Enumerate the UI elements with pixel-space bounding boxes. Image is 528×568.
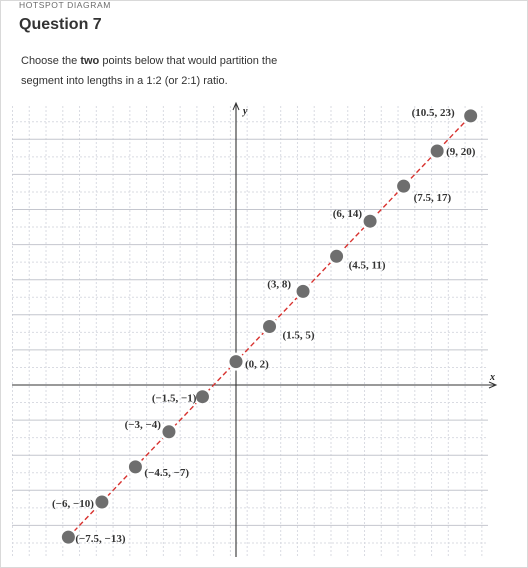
coordinate-axes bbox=[12, 103, 496, 557]
hotspot-dot bbox=[162, 425, 175, 438]
hotspot-dot bbox=[230, 355, 243, 368]
hotspot-points bbox=[52, 107, 480, 546]
hotspot-label: (−3, −4) bbox=[124, 418, 161, 431]
hotspot-dot bbox=[364, 215, 377, 228]
hotspot-label: (4.5, 11) bbox=[348, 259, 386, 272]
hotspot-label: (−6, −10) bbox=[52, 498, 94, 510]
hotspot-point[interactable] bbox=[59, 528, 125, 546]
question-title: Question 7 bbox=[19, 16, 102, 33]
hotspot-dot bbox=[297, 285, 310, 298]
hotspot-label: (3, 8) bbox=[267, 278, 292, 291]
hotspot-dot bbox=[464, 109, 477, 122]
hotspot-graph bbox=[0, 100, 528, 568]
y-axis-label: y bbox=[243, 106, 248, 117]
hotspot-label: (−7.5, −13) bbox=[75, 533, 126, 546]
prompt-text-after: points below that would partition the segment into lengths in a 1:2 (or 2:1) ratio. bbox=[21, 55, 278, 87]
hotspot-point[interactable] bbox=[261, 318, 315, 342]
hotspot-label: (6, 14) bbox=[332, 208, 363, 221]
hotspot-point[interactable] bbox=[126, 458, 189, 479]
hotspot-point[interactable] bbox=[52, 493, 111, 511]
hotspot-point[interactable] bbox=[428, 142, 476, 160]
hotspot-dot bbox=[330, 250, 343, 263]
hotspot-dot bbox=[129, 460, 142, 473]
hotspot-dot bbox=[62, 531, 75, 544]
question-prompt bbox=[21, 51, 321, 91]
hotspot-label: (−1.5, −1) bbox=[151, 392, 197, 405]
hotspot-point[interactable] bbox=[152, 388, 212, 406]
hotspot-dot bbox=[431, 145, 444, 158]
question-type-badge: HOTSPOT DIAGRAM bbox=[19, 0, 111, 10]
hotspot-point[interactable] bbox=[395, 177, 452, 204]
hotspot-label: (0, 2) bbox=[245, 358, 269, 371]
prompt-text-emphasis: two bbox=[80, 55, 100, 67]
hotspot-point[interactable] bbox=[328, 247, 386, 271]
hotspot-label: (9, 20) bbox=[446, 146, 476, 158]
hotspot-point[interactable] bbox=[227, 353, 269, 371]
hotspot-dot bbox=[263, 320, 276, 333]
hotspot-point[interactable] bbox=[333, 208, 379, 230]
x-axis-label: x bbox=[490, 372, 495, 383]
hotspot-label: (1.5, 5) bbox=[282, 329, 315, 342]
hotspot-dot bbox=[397, 180, 410, 193]
hotspot-label: (−4.5, −7) bbox=[144, 466, 190, 479]
hotspot-label: (10.5, 23) bbox=[411, 106, 455, 119]
prompt-text-before: Choose the bbox=[21, 55, 81, 67]
hotspot-dot bbox=[95, 496, 108, 509]
hotspot-label: (7.5, 17) bbox=[413, 192, 452, 205]
hotspot-dot bbox=[196, 390, 209, 403]
coordinate-grid bbox=[12, 106, 488, 557]
